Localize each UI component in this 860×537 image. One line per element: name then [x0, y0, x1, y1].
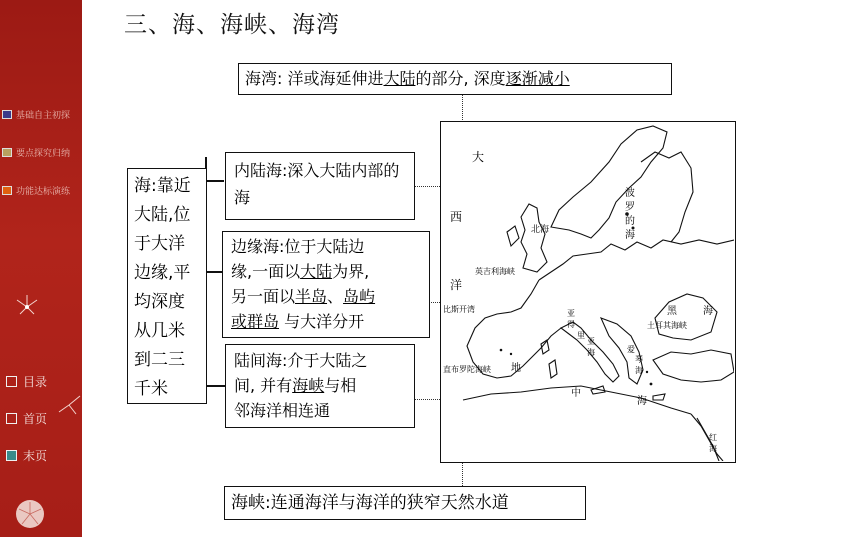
bracket-line [205, 180, 224, 182]
map-label: 地 [511, 363, 521, 374]
map-label: 海 [625, 230, 635, 241]
nav-label: 末页 [23, 449, 48, 463]
marginal-text: 为界, [332, 262, 370, 281]
menu-square-icon [2, 186, 12, 195]
map-label: 海 [587, 348, 595, 357]
nav-last-page-button[interactable] [6, 447, 47, 464]
map-label: 西 [450, 210, 463, 224]
map-label: 得 [567, 320, 575, 329]
nav-home-button[interactable] [6, 410, 47, 427]
map-label: 海 [637, 396, 647, 407]
inter-text: 陆间海:介于大陆之 [234, 351, 368, 370]
map-label: 海 [709, 444, 717, 453]
map-label: 爱 [627, 345, 635, 354]
sidebar-item-label: 基础自主初探 [16, 111, 71, 121]
marginal-sea-box [222, 231, 430, 338]
sidebar-item-label: 要点探究归纳 [16, 149, 71, 159]
map-label: 黑 [667, 306, 677, 317]
map-label: 罗 [625, 202, 635, 213]
map-drawing [441, 122, 734, 461]
marginal-text: 与大洋分开 [279, 312, 365, 331]
sidebar-item-key-points[interactable] [2, 146, 70, 159]
sea-definition-box [127, 168, 207, 404]
bay-text: 的部分, 深度 [415, 69, 506, 88]
nav-box-icon [6, 413, 17, 424]
map-label: 中 [571, 388, 581, 399]
map-label: 亚 [587, 337, 595, 346]
map-label: 亚 [567, 309, 575, 318]
marginal-text: 、 [327, 287, 344, 306]
strait-definition-box [224, 486, 586, 520]
menu-square-icon [2, 110, 12, 119]
europe-map [440, 121, 736, 463]
marginal-underline: 岛屿 [343, 287, 376, 306]
map-label: 直布罗陀海峡 [443, 365, 491, 374]
map-label: 北海 [531, 225, 550, 235]
bay-definition-box [238, 63, 672, 95]
bracket-line [205, 271, 222, 273]
map-label: 大 [472, 150, 485, 164]
map-label: 洋 [450, 278, 463, 292]
marginal-underline: 大陆 [300, 262, 333, 281]
map-label: 里 [577, 331, 585, 340]
inter-underline: 海峡 [292, 376, 325, 395]
bay-text: 海湾: 洋或海延伸进 [245, 69, 384, 88]
map-label: 的 [625, 216, 635, 227]
sidebar [0, 0, 82, 537]
menu-square-icon [2, 148, 12, 157]
sidebar-item-practice[interactable] [2, 184, 70, 197]
nav-contents-button[interactable] [6, 373, 47, 390]
nav-box-icon [6, 376, 17, 387]
mediterranean-sea-box [225, 344, 415, 428]
bracket-line [205, 385, 225, 387]
inter-text: 与相 [324, 376, 357, 395]
sea-text: 海:靠近大陆,位于大洋边缘,平均深度从几米到二三千米 [134, 176, 191, 399]
inter-text: 邻海洋相连通 [234, 401, 331, 420]
marginal-text: 边缘海:位于大陆边 [231, 237, 365, 256]
map-label: 海 [703, 306, 713, 317]
marginal-underline: 或群岛 [231, 312, 280, 331]
dandelion-icon [56, 392, 82, 418]
inland-sea-box [225, 152, 415, 220]
dandelion-icon [10, 494, 50, 534]
map-label: 波 [625, 188, 635, 199]
bay-underline-decrease: 逐渐减小 [505, 69, 570, 88]
marginal-text: 另一面以 [231, 287, 296, 306]
map-label: 海 [635, 366, 643, 375]
dandelion-icon [12, 292, 42, 322]
map-label: 英吉利海峡 [475, 267, 515, 276]
inland-sea-text: 内陆海:深入大陆内部的海 [234, 161, 400, 207]
nav-box-icon [6, 450, 17, 461]
sidebar-item-label: 功能达标演练 [16, 187, 71, 197]
map-label: 琴 [635, 355, 643, 364]
sidebar-item-basic[interactable] [2, 108, 70, 121]
marginal-text: 缘,一面以 [231, 262, 301, 281]
map-label: 比斯开湾 [443, 305, 475, 314]
nav-label: 目录 [23, 375, 48, 389]
strait-text: 海峡:连通海洋与海洋的狭窄天然水道 [231, 493, 509, 513]
inter-text: 间, 并有 [234, 376, 293, 395]
marginal-underline: 半岛 [295, 287, 328, 306]
nav-label: 首页 [23, 412, 48, 426]
map-label: 红 [709, 433, 717, 442]
bay-underline-continent: 大陆 [383, 69, 416, 88]
map-label: 土耳其海峡 [647, 321, 687, 330]
page-title: 三、海、海峡、海湾 [124, 12, 340, 38]
